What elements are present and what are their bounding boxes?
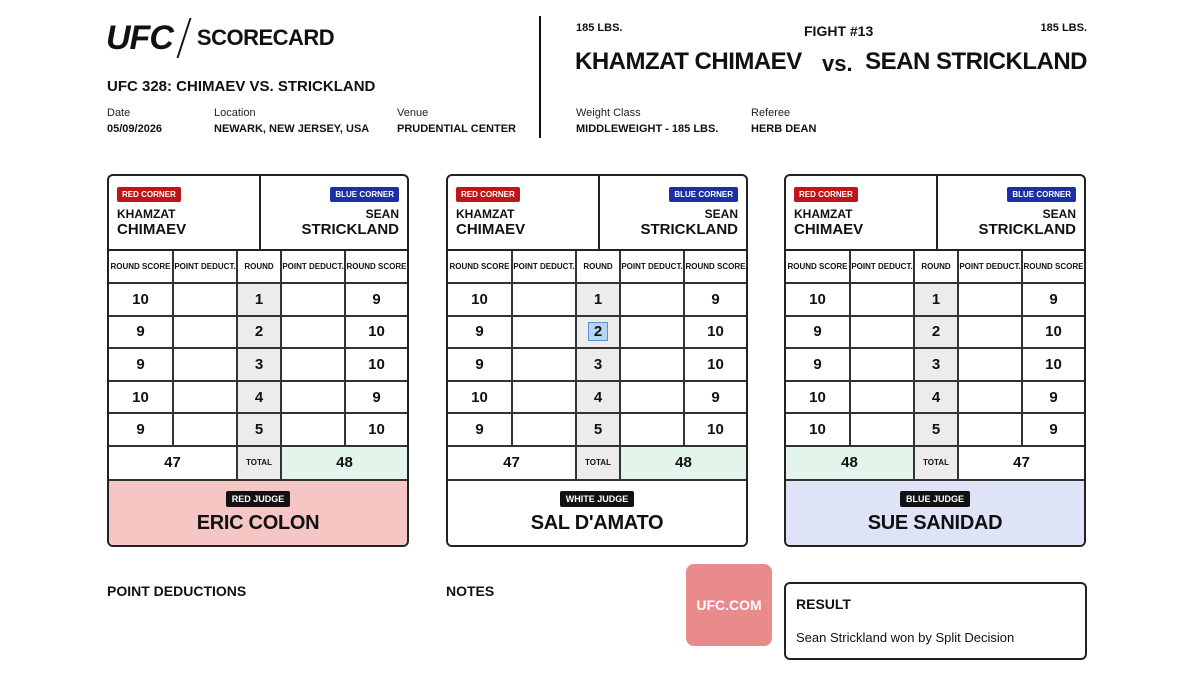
red-corner	[109, 176, 261, 249]
round-number-value: 5	[254, 421, 264, 439]
red-point-deduct	[512, 413, 576, 446]
round-row	[109, 381, 407, 414]
notes-heading: NOTES	[446, 583, 495, 599]
blue-total: 48	[620, 446, 746, 480]
judge-name: ERIC COLON	[196, 511, 320, 534]
blue-round-score-value: 10	[707, 421, 724, 439]
red-last-name: CHIMAEV	[117, 221, 187, 238]
red-last-name: CHIMAEV	[794, 221, 864, 238]
round-number	[914, 283, 958, 316]
red-corner-badge: RED CORNER	[794, 187, 858, 202]
red-point-deduct	[512, 381, 576, 414]
venue-label: Venue	[397, 107, 429, 119]
blue-round-score-value: 9	[372, 388, 381, 406]
total-label: TOTAL	[237, 446, 281, 480]
judge-block	[109, 481, 407, 547]
referee-block	[751, 107, 816, 135]
round-row	[109, 316, 407, 349]
total-row	[448, 446, 746, 480]
header-divider	[539, 16, 541, 138]
blue-corner-badge: BLUE CORNER	[669, 187, 738, 202]
blue-round-score	[684, 316, 746, 349]
red-point-deduct	[173, 316, 237, 349]
red-point-deduct	[850, 381, 914, 414]
location-label: Location	[214, 107, 256, 119]
round-row	[448, 348, 746, 381]
red-point-deduct	[512, 348, 576, 381]
blue-round-score-value: 9	[711, 290, 720, 308]
round-header: ROUND	[576, 251, 620, 283]
result-box	[784, 582, 1087, 660]
red-weight: 185 LBS.	[576, 22, 623, 34]
total-label: TOTAL	[914, 446, 958, 480]
blue-point-deduct-header: POINT DEDUCT.	[281, 251, 345, 283]
red-round-score	[109, 413, 173, 446]
blue-point-deduct	[281, 283, 345, 316]
blue-round-score	[345, 348, 407, 381]
venue-value: PRUDENTIAL CENTER	[397, 123, 516, 135]
red-point-deduct	[512, 316, 576, 349]
score-table	[448, 251, 746, 481]
score-table	[109, 251, 407, 481]
score-table-header	[109, 251, 407, 283]
round-number-value: 2	[931, 323, 941, 341]
red-point-deduct-header: POINT DEDUCT.	[512, 251, 576, 283]
round-number-value: 5	[931, 421, 941, 439]
blue-point-deduct-header: POINT DEDUCT.	[958, 251, 1022, 283]
ufc-logo-text: UFC	[106, 18, 173, 57]
blue-total: 47	[958, 446, 1084, 480]
blue-corner	[938, 176, 1084, 249]
point-deductions-heading: POINT DEDUCTIONS	[107, 583, 247, 599]
blue-round-score	[1022, 413, 1084, 446]
blue-point-deduct-header: POINT DEDUCT.	[620, 251, 684, 283]
round-number	[914, 348, 958, 381]
round-row	[786, 381, 1084, 414]
round-number	[576, 316, 620, 349]
round-number-value: 1	[593, 290, 603, 308]
blue-point-deduct	[620, 413, 684, 446]
blue-round-score-value: 9	[1049, 388, 1058, 406]
red-round-score-value: 10	[809, 421, 826, 439]
blue-round-score	[345, 283, 407, 316]
red-round-score-value: 9	[475, 323, 484, 341]
round-number-value: 3	[254, 355, 264, 373]
blue-last-name: STRICKLAND	[978, 221, 1076, 238]
round-header: ROUND	[914, 251, 958, 283]
red-round-score-value: 10	[471, 388, 488, 406]
red-total: 48	[786, 446, 914, 480]
blue-fighter-name: SEAN STRICKLAND	[865, 48, 1087, 75]
red-corner-fighter	[117, 207, 259, 237]
red-total: 47	[109, 446, 237, 480]
blue-round-score-value: 10	[368, 355, 385, 373]
red-point-deduct	[173, 413, 237, 446]
event-title: UFC 328: CHIMAEV VS. STRICKLAND	[107, 78, 376, 95]
blue-round-score-value: 9	[372, 290, 381, 308]
red-point-deduct	[173, 283, 237, 316]
red-round-score	[786, 413, 850, 446]
red-first-name: KHAMZAT	[117, 207, 176, 221]
round-number-value: 3	[593, 355, 603, 373]
blue-point-deduct	[620, 283, 684, 316]
round-number-value: 1	[254, 290, 264, 308]
red-round-score-value: 9	[813, 355, 822, 373]
round-number	[237, 348, 281, 381]
round-number	[237, 283, 281, 316]
ufc-com-logo[interactable]: UFC.COM	[686, 564, 772, 646]
blue-round-score-value: 10	[1045, 323, 1062, 341]
fight-number: FIGHT #13	[804, 23, 874, 39]
red-round-score-value: 9	[475, 355, 484, 373]
round-number	[576, 381, 620, 414]
red-point-deduct	[850, 413, 914, 446]
round-number	[237, 316, 281, 349]
round-number-value: 4	[931, 388, 941, 406]
blue-point-deduct	[958, 316, 1022, 349]
blue-round-score	[1022, 381, 1084, 414]
blue-corner	[261, 176, 407, 249]
blue-round-score	[345, 413, 407, 446]
round-number-value: 1	[931, 290, 941, 308]
blue-round-score-header: ROUND SCORE	[345, 251, 407, 283]
blue-round-score	[1022, 316, 1084, 349]
red-corner	[448, 176, 600, 249]
blue-round-score-value: 10	[707, 355, 724, 373]
round-number-value: 4	[593, 388, 603, 406]
round-row	[109, 413, 407, 446]
date-value: 05/09/2026	[107, 123, 163, 135]
blue-corner-badge: BLUE CORNER	[1007, 187, 1076, 202]
score-table-header	[786, 251, 1084, 283]
round-number	[576, 283, 620, 316]
red-round-score	[448, 413, 512, 446]
blue-corner-fighter	[938, 207, 1076, 237]
round-row	[448, 381, 746, 414]
judge-badge: BLUE JUDGE	[900, 491, 970, 507]
round-number-value: 2	[254, 323, 264, 341]
red-round-score-value: 10	[132, 388, 149, 406]
judge-scorecard	[107, 174, 409, 547]
round-row	[786, 283, 1084, 316]
red-round-score	[786, 348, 850, 381]
blue-round-score	[684, 348, 746, 381]
referee-label: Referee	[751, 107, 791, 119]
round-number	[914, 413, 958, 446]
red-corner-fighter	[456, 207, 598, 237]
blue-round-score	[1022, 348, 1084, 381]
judge-badge: WHITE JUDGE	[560, 491, 635, 507]
blue-corner-badge: BLUE CORNER	[330, 187, 399, 202]
blue-corner	[600, 176, 746, 249]
red-point-deduct	[173, 348, 237, 381]
red-corner-badge: RED CORNER	[456, 187, 520, 202]
blue-round-score-value: 9	[711, 388, 720, 406]
scorecard-title: SCORECARD	[196, 25, 335, 50]
round-row	[448, 316, 746, 349]
red-total: 47	[448, 446, 576, 480]
blue-round-score-value: 10	[368, 421, 385, 439]
blue-point-deduct	[281, 381, 345, 414]
red-round-score-value: 9	[136, 421, 145, 439]
red-round-score-value: 9	[136, 323, 145, 341]
blue-point-deduct	[958, 413, 1022, 446]
judge-scorecard	[446, 174, 748, 547]
blue-round-score-header: ROUND SCORE	[1022, 251, 1084, 283]
red-round-score-header: ROUND SCORE	[786, 251, 850, 283]
red-round-score	[109, 316, 173, 349]
round-row	[786, 413, 1084, 446]
blue-point-deduct	[281, 413, 345, 446]
red-point-deduct	[850, 316, 914, 349]
round-number-value: 3	[931, 355, 941, 373]
score-table-header	[448, 251, 746, 283]
round-row	[786, 348, 1084, 381]
total-label: TOTAL	[576, 446, 620, 480]
red-point-deduct	[850, 283, 914, 316]
round-row	[448, 283, 746, 316]
judge-name: SUE SANIDAD	[867, 511, 1003, 534]
red-last-name: CHIMAEV	[456, 221, 526, 238]
blue-last-name: STRICKLAND	[301, 221, 399, 238]
round-row	[786, 316, 1084, 349]
red-point-deduct	[173, 381, 237, 414]
blue-point-deduct	[620, 381, 684, 414]
blue-point-deduct	[281, 348, 345, 381]
blue-round-score	[345, 316, 407, 349]
red-round-score-value: 10	[471, 290, 488, 308]
blue-round-score-value: 9	[1049, 290, 1058, 308]
total-row	[109, 446, 407, 480]
total-row	[786, 446, 1084, 480]
blue-round-score	[345, 381, 407, 414]
blue-first-name: SEAN	[704, 207, 738, 221]
blue-last-name: STRICKLAND	[640, 221, 738, 238]
weight-class-label: Weight Class	[576, 107, 641, 119]
weight-class-value: MIDDLEWEIGHT - 185 LBS.	[576, 123, 719, 135]
blue-corner-fighter	[600, 207, 738, 237]
red-round-score-value: 9	[136, 355, 145, 373]
red-round-score-value: 10	[809, 388, 826, 406]
blue-point-deduct	[281, 316, 345, 349]
red-round-score-value: 9	[813, 323, 822, 341]
blue-point-deduct	[620, 316, 684, 349]
judge-badge: RED JUDGE	[226, 491, 291, 507]
judge-block	[786, 481, 1084, 547]
blue-first-name: SEAN	[365, 207, 399, 221]
red-round-score-header: ROUND SCORE	[448, 251, 512, 283]
blue-point-deduct	[958, 283, 1022, 316]
red-round-score-header: ROUND SCORE	[109, 251, 173, 283]
round-row	[448, 413, 746, 446]
vs-label: vs.	[822, 51, 853, 76]
round-row	[109, 348, 407, 381]
location-block	[214, 107, 369, 135]
red-point-deduct	[850, 348, 914, 381]
blue-round-score-value: 10	[1045, 355, 1062, 373]
corners-header	[448, 176, 746, 251]
red-round-score-value: 10	[809, 290, 826, 308]
result-text: Sean Strickland won by Split Decision	[796, 630, 1015, 645]
red-round-score	[109, 381, 173, 414]
blue-round-score	[1022, 283, 1084, 316]
date-block	[107, 107, 162, 135]
blue-round-score-value: 10	[707, 323, 724, 341]
weight-class-block	[576, 107, 718, 135]
blue-point-deduct	[958, 348, 1022, 381]
judge-block	[448, 481, 746, 547]
blue-point-deduct	[958, 381, 1022, 414]
blue-point-deduct	[620, 348, 684, 381]
ufc-scorecard-logo	[106, 18, 334, 58]
blue-round-score-value: 9	[1049, 421, 1058, 439]
judge-scorecard	[784, 174, 1086, 547]
round-row	[109, 283, 407, 316]
red-corner-badge: RED CORNER	[117, 187, 181, 202]
venue-block	[397, 107, 516, 135]
date-label: Date	[107, 107, 131, 119]
red-first-name: KHAMZAT	[456, 207, 515, 221]
round-number-value: 5	[593, 421, 603, 439]
red-round-score	[109, 348, 173, 381]
round-header: ROUND	[237, 251, 281, 283]
red-first-name: KHAMZAT	[794, 207, 853, 221]
blue-corner-fighter	[261, 207, 399, 237]
score-table	[786, 251, 1084, 481]
corners-header	[109, 176, 407, 251]
blue-round-score	[684, 283, 746, 316]
round-number	[576, 348, 620, 381]
red-point-deduct-header: POINT DEDUCT.	[850, 251, 914, 283]
red-point-deduct	[512, 283, 576, 316]
red-corner	[786, 176, 938, 249]
red-round-score	[786, 283, 850, 316]
blue-round-score	[684, 381, 746, 414]
red-corner-fighter	[794, 207, 936, 237]
location-value: NEWARK, NEW JERSEY, USA	[214, 123, 370, 135]
round-number	[914, 316, 958, 349]
blue-first-name: SEAN	[1042, 207, 1076, 221]
round-number-value: 2	[589, 323, 607, 340]
blue-round-score-value: 10	[368, 323, 385, 341]
round-number	[914, 381, 958, 414]
red-round-score-value: 9	[475, 421, 484, 439]
blue-total: 48	[281, 446, 407, 480]
round-number	[576, 413, 620, 446]
blue-weight: 185 LBS.	[1040, 22, 1087, 34]
blue-round-score-header: ROUND SCORE	[684, 251, 746, 283]
round-number	[237, 381, 281, 414]
corners-header	[786, 176, 1084, 251]
red-round-score	[448, 316, 512, 349]
red-round-score-value: 10	[132, 290, 149, 308]
referee-value: HERB DEAN	[751, 123, 817, 135]
red-round-score	[448, 381, 512, 414]
red-round-score	[448, 348, 512, 381]
red-round-score	[109, 283, 173, 316]
round-number	[237, 413, 281, 446]
red-round-score	[786, 381, 850, 414]
judge-name: SAL D'AMATO	[530, 511, 664, 534]
red-round-score	[448, 283, 512, 316]
red-point-deduct-header: POINT DEDUCT.	[173, 251, 237, 283]
round-number-value: 4	[254, 388, 264, 406]
red-round-score	[786, 316, 850, 349]
blue-round-score	[684, 413, 746, 446]
result-heading: RESULT	[796, 596, 851, 612]
logo-divider	[176, 18, 191, 58]
red-fighter-name: KHAMZAT CHIMAEV	[575, 48, 802, 75]
